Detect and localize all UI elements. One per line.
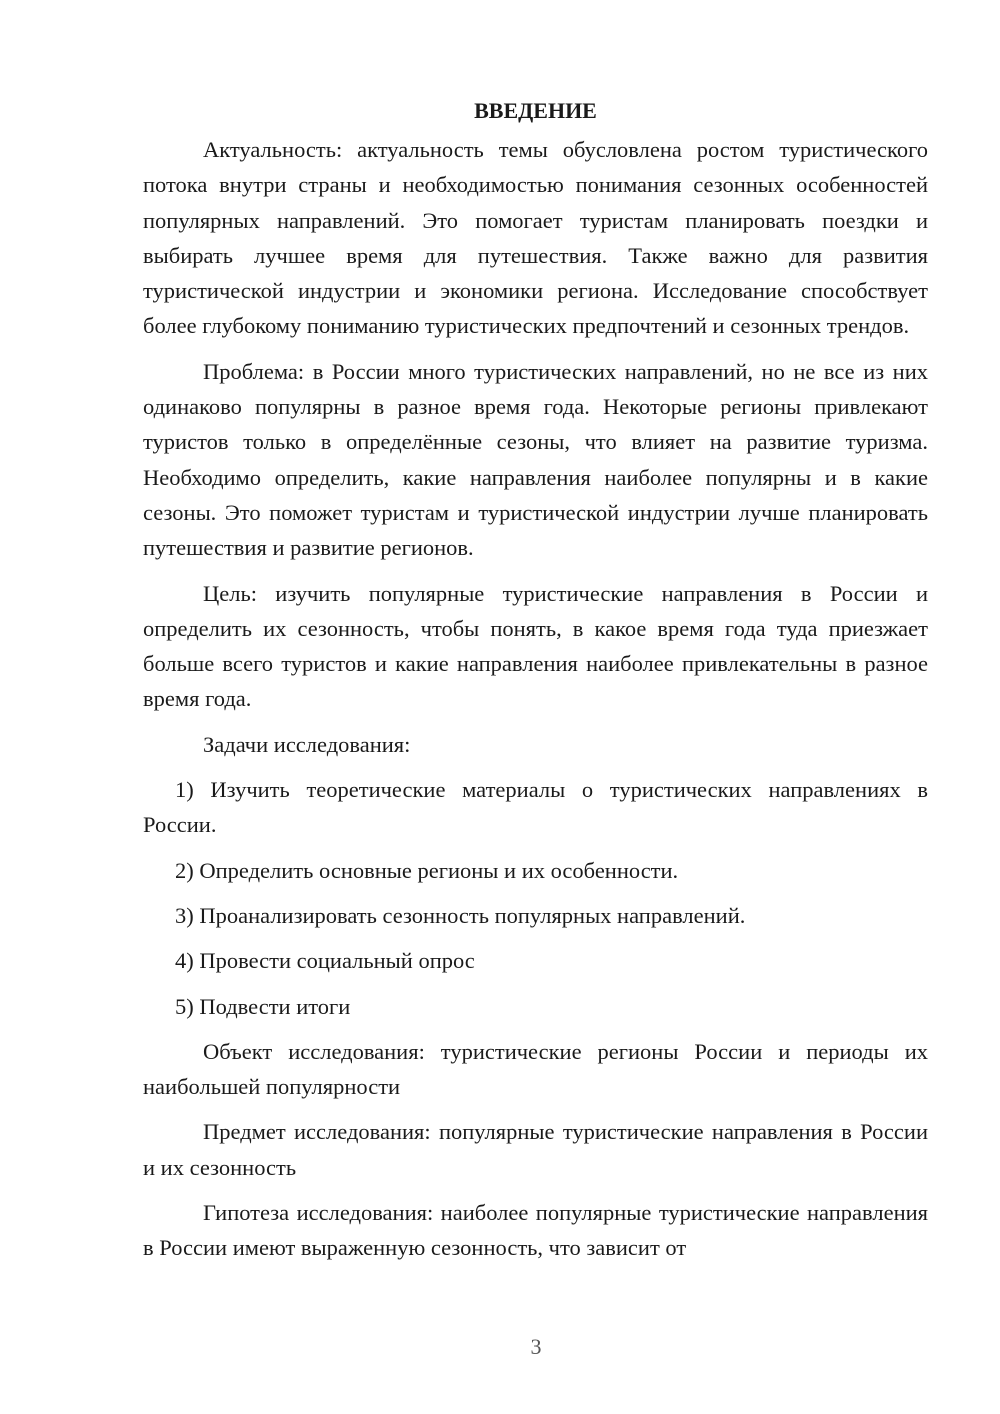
document-title: ВВЕДЕНИЕ	[474, 98, 597, 123]
goal-paragraph: Цель: изучить популярные туристические направления в России и определить их сезонность, чтобы понять, в какое время года туда приезжает больше всего туристов и какие направления наиболее привлекательны в разное время года.	[143, 580, 928, 712]
task-item-4: 4) Провести социальный опрос	[175, 948, 475, 974]
problem-paragraph: Проблема: в России много туристических направлений, но не все из них одинаково популярны в разное время года. Некоторые регионы привлекают туристов только в определённые сезоны, что влияет на развитие туризма. Необходимо определить, какие направления наиболее популярны и в какие сезоны. Это поможет туристам и туристической индустрии лучше планировать путешествия и развитие регионов.	[143, 358, 928, 561]
hypothesis-paragraph: Гипотеза исследования: наиболее популярные туристические направления в России имеют выраженную сезонность, что зависит от	[143, 1200, 928, 1261]
task-item-3: 3) Проанализировать сезонность популярных направлений.	[175, 902, 746, 928]
relevance-paragraph: Актуальность: актуальность темы обусловлена ростом туристического потока внутри страны и необходимостью понимания сезонных особенностей популярных направлений. Это помогает туристам планировать поездки и выбирать лучшее время для путешествия. Также важно для развития туристической индустрии и экономики региона. Исследование способствует более глубокому пониманию туристических предпочтений и сезонных трендов.	[143, 137, 928, 339]
task-item-2: 2) Определить основные регионы и их особенности.	[175, 857, 679, 883]
document-page	[143, 96, 928, 1276]
tasks-heading: Задачи исследования:	[203, 731, 411, 757]
object-paragraph: Объект исследования: туристические регионы России и периоды их наибольшей популярности	[143, 1038, 928, 1100]
subject-paragraph: Предмет исследования: популярные туристические направления в России и их сезонность	[143, 1119, 928, 1180]
task-item-5: 5) Подвести итоги	[175, 993, 351, 1019]
page-number: 3	[530, 1334, 542, 1359]
task-item-1: 1) Изучить теоретические материалы о туристических направлениях в России.	[143, 777, 928, 838]
